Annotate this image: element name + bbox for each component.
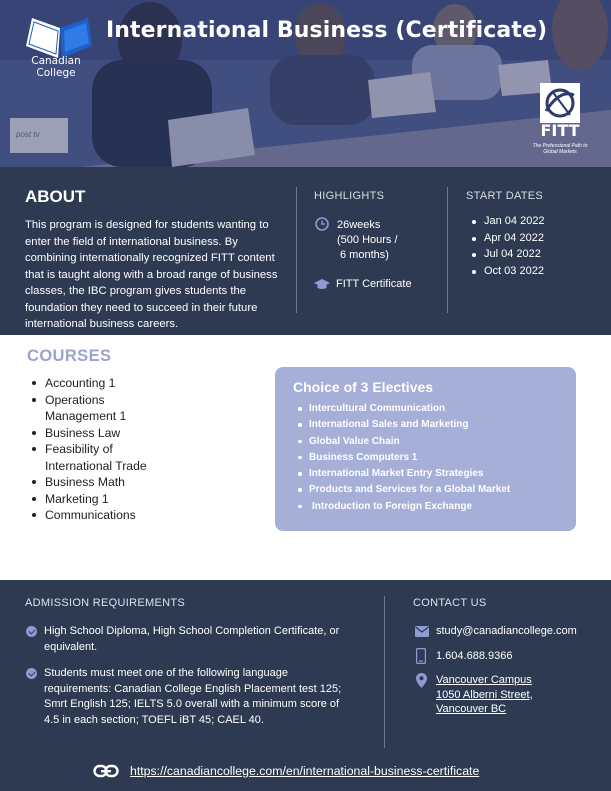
start-date: Jan 04 2022 bbox=[470, 215, 545, 232]
fitt-logo bbox=[525, 83, 595, 163]
divider bbox=[296, 187, 297, 313]
phone-icon bbox=[416, 648, 426, 664]
about-heading: ABOUT bbox=[25, 187, 86, 206]
courses-heading: COURSES bbox=[27, 347, 112, 365]
start-date: Apr 04 2022 bbox=[470, 232, 545, 249]
clock-icon bbox=[315, 217, 329, 231]
footer bbox=[0, 580, 611, 791]
duration-line-3: 6 months) bbox=[340, 249, 389, 261]
hero-banner bbox=[0, 0, 611, 167]
address-line-1: Vancouver Campus bbox=[436, 674, 532, 686]
elective-item: Global Value Chain bbox=[297, 436, 510, 452]
duration-line-2: (500 Hours / bbox=[337, 234, 398, 246]
start-date: Jul 04 2022 bbox=[470, 248, 545, 265]
address-link[interactable] bbox=[436, 673, 533, 717]
website-link[interactable]: https://canadiancollege.com/en/international-business-certificate bbox=[130, 764, 480, 778]
divider bbox=[447, 187, 448, 313]
about-text: This program is designed for students wanting to enter the field of international business. By combining internationally recognized FITT content that is taught along with a broad range of business classes, the IBC program gives students the foundation they need to succeed in their future international business careers. bbox=[25, 219, 278, 330]
duration bbox=[337, 218, 398, 263]
highlights-heading: HIGHLIGHTS bbox=[314, 190, 385, 202]
logo-text: Canadian College bbox=[31, 55, 81, 79]
admission-text: Students must meet one of the following language requirements: Canadian College English Placement test 125; Smrt English 125; IELTS 5.0 overall with a minimum score of 4.5 in each section; TOEFL iBT 45; CAEL 40. bbox=[44, 667, 342, 726]
phone-number[interactable]: 1.604.688.9366 bbox=[436, 650, 513, 662]
address-line-2: 1050 Alberni Street, bbox=[436, 688, 533, 701]
course-item: Business Math bbox=[30, 474, 180, 491]
start-date: Oct 03 2022 bbox=[470, 265, 545, 282]
elective-item: Introduction to Foreign Exchange bbox=[297, 501, 510, 517]
divider bbox=[384, 596, 385, 748]
elective-item: Products and Services for a Global Market bbox=[297, 484, 510, 500]
course-item: Feasibility of International Trade bbox=[30, 441, 160, 474]
elective-item: Business Computers 1 bbox=[297, 452, 510, 468]
admission-heading: ADMISSION REQUIREMENTS bbox=[25, 597, 186, 609]
elective-item: Intercultural Communication bbox=[297, 403, 510, 419]
page-title: International Business (Certificate) bbox=[106, 18, 548, 43]
course-item: Accounting 1 bbox=[30, 375, 180, 392]
address-line-3: Vancouver BC bbox=[436, 703, 507, 715]
graduation-cap-icon bbox=[314, 278, 330, 290]
electives-heading: Choice of 3 Electives bbox=[293, 379, 434, 395]
course-item: Operations Management 1 bbox=[30, 392, 140, 425]
check-circle-icon bbox=[26, 668, 37, 679]
duration-line-1: 26weeks bbox=[337, 219, 381, 231]
fitt-wordmark: FITT bbox=[540, 121, 580, 140]
course-item: Marketing 1 bbox=[30, 491, 180, 508]
course-item: Business Law bbox=[30, 425, 180, 442]
electives-list bbox=[297, 403, 510, 517]
fitt-tagline: The Professional Path to Global Markets bbox=[532, 143, 588, 155]
check-circle-icon bbox=[26, 626, 37, 637]
fitt-globe-icon bbox=[540, 83, 580, 123]
admission-item bbox=[26, 666, 356, 728]
electives-box bbox=[275, 367, 576, 531]
location-pin-icon bbox=[416, 673, 427, 688]
email-link[interactable]: study@canadiancollege.com bbox=[436, 625, 577, 637]
photo-sign: post tv bbox=[16, 130, 40, 139]
contact-heading: CONTACT US bbox=[413, 597, 487, 609]
admission-item bbox=[26, 624, 346, 655]
elective-item: International Sales and Marketing bbox=[297, 419, 510, 435]
mail-icon bbox=[415, 626, 429, 637]
about-band bbox=[0, 167, 611, 335]
course-item: Communications bbox=[30, 507, 180, 524]
certificate: FITT Certificate bbox=[336, 278, 412, 290]
link-icon bbox=[93, 764, 119, 778]
elective-item: International Market Entry Strategies bbox=[297, 468, 510, 484]
admission-text: High School Diploma, High School Completion Certificate, or equivalent. bbox=[44, 625, 340, 653]
start-dates-heading: START DATES bbox=[466, 190, 544, 202]
start-dates-list bbox=[470, 215, 545, 281]
courses-list bbox=[30, 375, 180, 524]
